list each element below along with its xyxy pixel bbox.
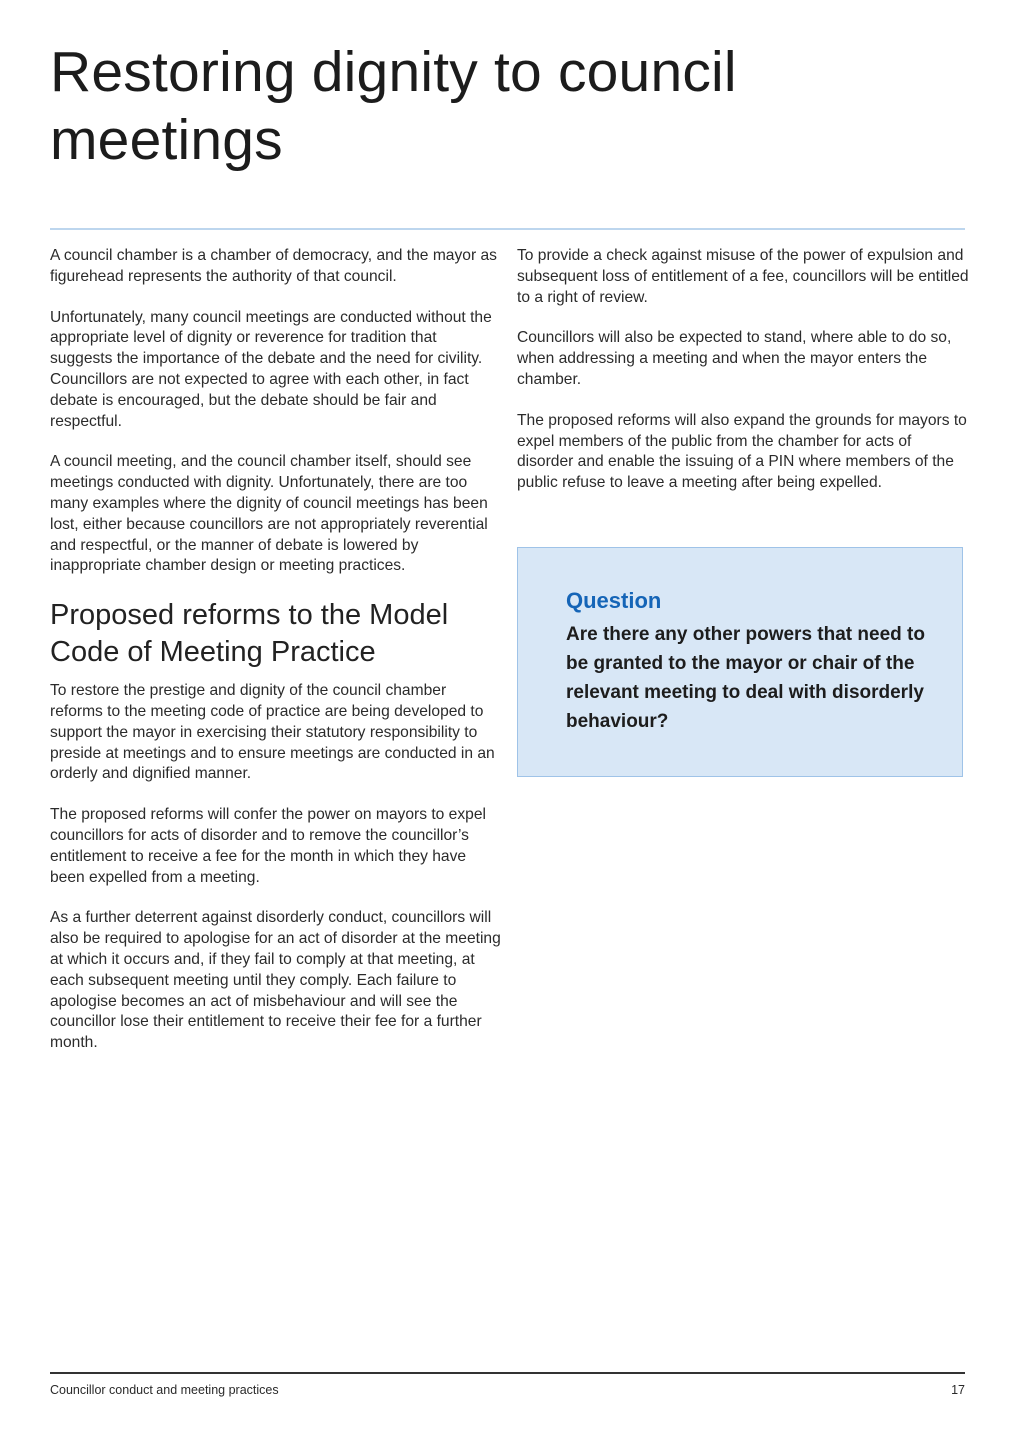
paragraph: To provide a check against misuse of the power of expulsion and subsequent loss of entitlement of a fee, councillors will be entitled to a right of review. (517, 247, 969, 306)
question-label: Question (566, 588, 662, 613)
title-divider (50, 228, 965, 230)
paragraph: A council meeting, and the council chamber itself, should see meetings conducted with dignity. Unfortunately, there are too many examples where the dignity of council meetings has been lost, either because councillors are not appropriately reverential and respectful, or the manner of debate is lowered by inappropriate chamber design or meeting practices. (50, 453, 488, 575)
footer-divider (50, 1372, 965, 1374)
paragraph: As a further deterrent against disorderly conduct, councillors will also be required to apologise for an act of disorder at the meeting at which it occurs and, if they fail to comply at that meeting, at each subsequent meeting until they comply. Each failure to apologise becomes an act of misbehaviour and will see the councillor lose their entitlement to receive their fee for a further month. (50, 909, 501, 1052)
page-number: 17 (951, 1383, 965, 1397)
question-text: Are there any other powers that need to be granted to the mayor or chair of the relevant meeting to deal with disorderly behaviour? (566, 624, 925, 732)
right-column (517, 246, 969, 514)
section-heading: Proposed reforms to the Model Code of Meeting Practice (50, 599, 449, 669)
paragraph: Councillors will also be expected to stand, where able to do so, when addressing a meeting and when the mayor enters the chamber. (517, 329, 952, 388)
paragraph: The proposed reforms will also expand the grounds for mayors to expel members of the public from the chamber for acts of disorder and enable the issuing of a PIN where members of the public refuse to leave a meeting after being expelled. (517, 411, 967, 492)
paragraph: To restore the prestige and dignity of the council chamber reforms to the meeting code of practice are being developed to support the mayor in exercising their statutory responsibility to preside at meetings and to ensure meetings are conducted in an orderly and dignified manner. (50, 682, 495, 783)
question-callout-box (517, 547, 963, 777)
paragraph: The proposed reforms will confer the power on mayors to expel councillors for acts of disorder and to remove the councillor’s entitlement to receive a fee for the month in which they have been expelled from a meeting. (50, 806, 486, 886)
left-column (50, 246, 502, 1074)
paragraph: A council chamber is a chamber of democracy, and the mayor as figurehead represents the authority of that council. (50, 247, 497, 285)
paragraph: Unfortunately, many council meetings are conducted without the appropriate level of dignity or reverence for tradition that suggests the importance of the debate and the need for civility. Councillors are not expected to agree with each other, in fact debate is encouraged, but the debate should be fair and respectful. (50, 308, 492, 430)
page-title: Restoring dignity to council meetings (50, 40, 737, 172)
footer-document-title: Councillor conduct and meeting practices (50, 1383, 279, 1397)
